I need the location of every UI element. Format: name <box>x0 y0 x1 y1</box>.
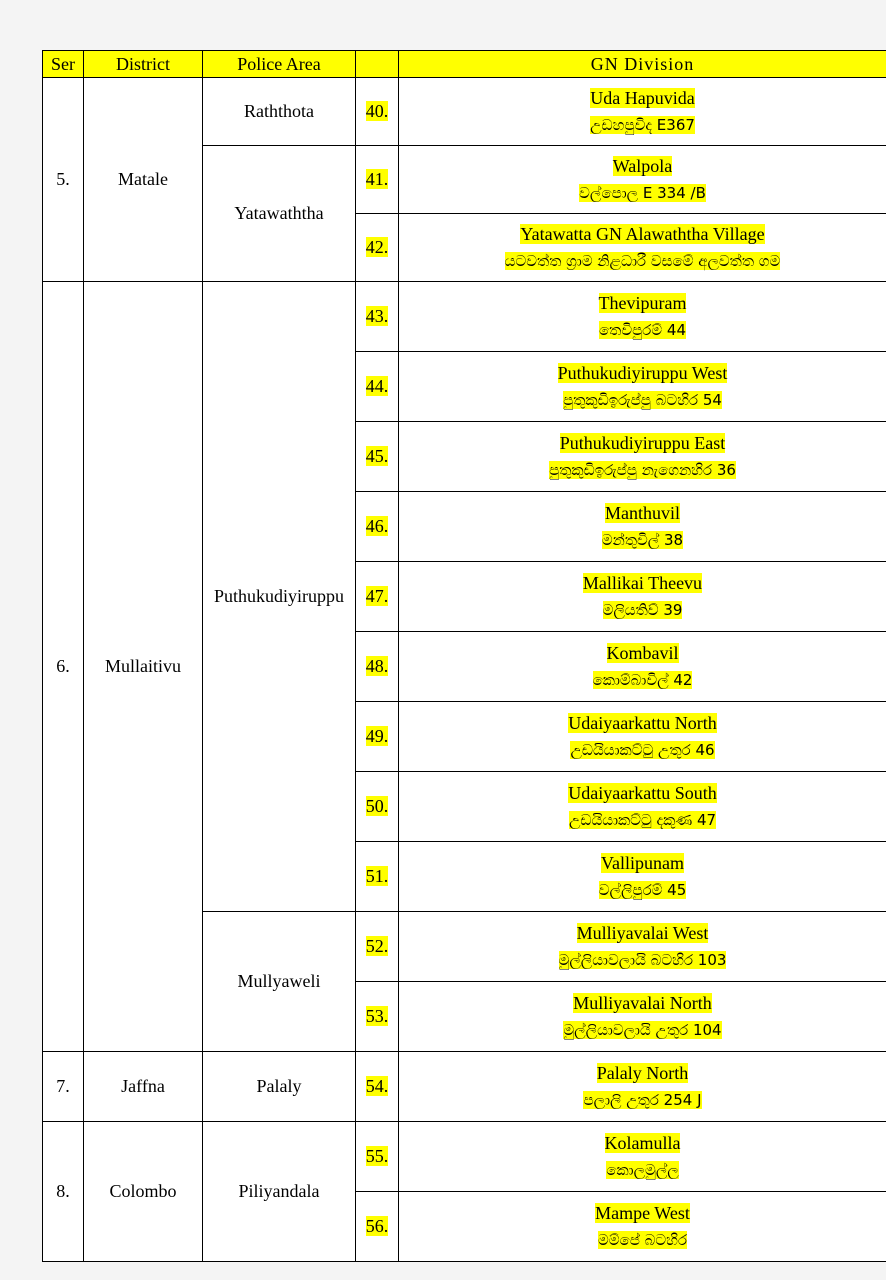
ser-cell: 6. <box>43 282 84 1052</box>
district-cell: Mullaitivu <box>84 282 203 1052</box>
gn-name-en: Kombavil <box>606 643 679 663</box>
row-number: 44. <box>365 376 389 396</box>
gn-name-en: Walpola <box>612 156 673 176</box>
row-number-cell <box>356 1052 399 1122</box>
gn-division-table <box>42 50 886 1262</box>
row-number-cell <box>356 982 399 1052</box>
gn-name-si: උඩයියාකට්ටු දකුණ 47 <box>568 811 717 829</box>
gn-name-si: මම්පේ බටහිර <box>597 1231 688 1249</box>
gn-name-en: Puthukudiyiruppu West <box>557 363 728 383</box>
row-number: 47. <box>365 586 389 606</box>
row-number-cell <box>356 214 399 282</box>
gn-division-cell <box>399 352 886 422</box>
ser-cell: 7. <box>43 1052 84 1122</box>
gn-division-cell <box>399 562 886 632</box>
row-number-cell <box>356 562 399 632</box>
police-area-cell: Palaly <box>203 1052 356 1122</box>
row-number: 55. <box>365 1146 389 1166</box>
ser-cell: 8. <box>43 1122 84 1262</box>
row-number-cell <box>356 1122 399 1192</box>
row-number: 51. <box>365 866 389 886</box>
table-row <box>43 282 886 352</box>
row-number-cell <box>356 632 399 702</box>
gn-division-cell <box>399 1192 886 1262</box>
table-row <box>43 1122 886 1192</box>
gn-name-si: පුතුකුඩිඉරුප්පු බටහිර 54 <box>563 391 722 409</box>
row-number-cell <box>356 1192 399 1262</box>
gn-name-si: මලියතිව් 39 <box>602 601 683 619</box>
gn-division-cell <box>399 1122 886 1192</box>
police-area-cell: Mullyaweli <box>203 912 356 1052</box>
gn-name-si: වල්ලිපුරම් 45 <box>598 881 687 899</box>
gn-division-cell <box>399 214 886 282</box>
row-number-cell <box>356 492 399 562</box>
gn-division-cell <box>399 422 886 492</box>
header-no <box>356 51 399 78</box>
gn-name-en: Uda Hapuvida <box>590 88 695 108</box>
gn-name-en: Mallikai Theevu <box>582 573 703 593</box>
police-area-cell: Piliyandala <box>203 1122 356 1262</box>
gn-division-cell <box>399 632 886 702</box>
gn-division-cell <box>399 146 886 214</box>
row-number: 45. <box>365 446 389 466</box>
gn-division-cell <box>399 78 886 146</box>
row-number-cell <box>356 146 399 214</box>
gn-name-en: Vallipunam <box>601 853 684 873</box>
gn-name-en: Udaiyaarkattu South <box>568 783 717 803</box>
gn-name-en: Manthuvil <box>605 503 680 523</box>
gn-name-en: Mampe West <box>595 1203 690 1223</box>
row-number: 52. <box>365 936 389 956</box>
row-number: 48. <box>365 656 389 676</box>
row-number-cell <box>356 912 399 982</box>
gn-name-si: වල්පොල E 334 /B <box>579 184 706 202</box>
gn-name-en: Udaiyaarkattu North <box>568 713 717 733</box>
table-row <box>43 1052 886 1122</box>
row-number-cell <box>356 422 399 492</box>
row-number: 53. <box>365 1006 389 1026</box>
district-cell: Colombo <box>84 1122 203 1262</box>
police-area-cell: Yatawaththa <box>203 146 356 282</box>
gn-division-cell <box>399 702 886 772</box>
gn-division-cell <box>399 282 886 352</box>
gn-name-en: Yatawatta GN Alawaththa Village <box>520 224 765 244</box>
gn-name-en: Palaly North <box>596 1063 689 1083</box>
gn-division-cell <box>399 912 886 982</box>
gn-name-en: Kolamulla <box>604 1133 681 1153</box>
header-police-area: Police Area <box>203 51 356 78</box>
district-cell: Matale <box>84 78 203 282</box>
gn-name-si: තෙවිපුරම් 44 <box>598 321 687 339</box>
gn-division-cell <box>399 1052 886 1122</box>
gn-name-si: පුතුකුඩිඉරුප්පු නැගෙනහිර 36 <box>549 461 736 479</box>
gn-name-si: පලාලි උතුර 254 J <box>583 1091 702 1109</box>
gn-division-cell <box>399 982 886 1052</box>
police-area-cell: Raththota <box>203 78 356 146</box>
police-area-cell: Puthukudiyiruppu <box>203 282 356 912</box>
gn-name-en: Mulliyavalai North <box>573 993 712 1013</box>
gn-name-en: Mulliyavalai West <box>576 923 709 943</box>
gn-division-cell <box>399 772 886 842</box>
row-number: 49. <box>365 726 389 746</box>
row-number: 50. <box>365 796 389 816</box>
row-number: 54. <box>365 1076 389 1096</box>
gn-division-cell <box>399 842 886 912</box>
gn-name-si: කොලමුල්ල <box>606 1161 679 1179</box>
gn-name-si: උඩහපුවිද E367 <box>590 116 695 134</box>
row-number-cell <box>356 702 399 772</box>
table-header-row <box>43 51 886 78</box>
row-number: 42. <box>365 237 389 257</box>
row-number: 43. <box>365 306 389 326</box>
row-number-cell <box>356 282 399 352</box>
header-ser: Ser <box>43 51 84 78</box>
gn-name-en: Puthukudiyiruppu East <box>559 433 726 453</box>
row-number-cell <box>356 772 399 842</box>
row-number: 41. <box>365 169 389 189</box>
gn-name-si: මුල්ලියාවලායි උතුර 104 <box>563 1021 722 1039</box>
gn-name-en: Thevipuram <box>598 293 687 313</box>
row-number-cell <box>356 842 399 912</box>
district-cell: Jaffna <box>84 1052 203 1122</box>
gn-name-si: කොම්බාවිල් 42 <box>592 671 693 689</box>
table-row <box>43 78 886 146</box>
row-number: 56. <box>365 1216 389 1236</box>
header-district: District <box>84 51 203 78</box>
ser-cell: 5. <box>43 78 84 282</box>
gn-name-si: මන්තුවිල් 38 <box>601 531 684 549</box>
gn-name-si: මුල්ලියාවලායි බටහිර 103 <box>558 951 727 969</box>
gn-name-si: යටවත්ත ග්‍රාම නිළධාරී වසමේ අලවත්ත ගම <box>504 252 781 270</box>
row-number-cell <box>356 352 399 422</box>
header-gn-division: GN Division <box>399 51 886 78</box>
gn-name-si: උඩයියාකට්ටු උතුර 46 <box>570 741 715 759</box>
gn-division-cell <box>399 492 886 562</box>
row-number: 40. <box>365 101 389 121</box>
row-number-cell <box>356 78 399 146</box>
row-number: 46. <box>365 516 389 536</box>
